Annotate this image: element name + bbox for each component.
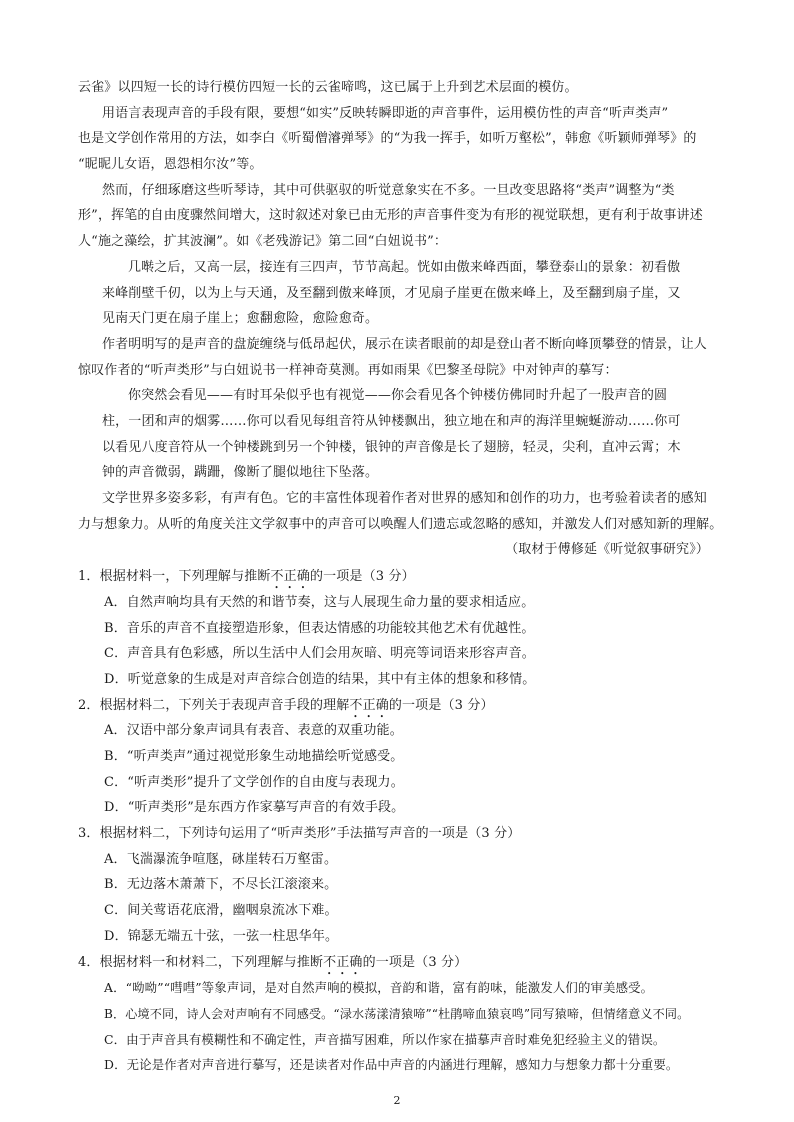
option-d[interactable]: D．“听声类形”是东西方作家摹写声音的有效手段。 [104, 800, 405, 815]
option-d[interactable]: D．锦瑟无端五十弦，一弦一柱思华年。 [104, 929, 339, 944]
option-a[interactable]: A．“呦呦”“嘒嘒”等象声词，是对自然声响的模拟，音韵和谐，富有韵味，能激发人们的审美感受。 [104, 980, 654, 995]
page-number: 2 [393, 1094, 401, 1107]
question-stem: 3．根据材料二，下列诗句运用了“听声类形”手法描写声音的一项是（3 分） [78, 826, 521, 841]
option-c[interactable]: C．由于声音具有模糊性和不确定性，声音描写困难，所以作家在描摹声音时难免犯经验主义的错误。 [104, 1032, 666, 1047]
option-c[interactable]: C．声音具有色彩感，所以生活中人们会用灰暗、明亮等词语来形容声音。 [104, 646, 535, 661]
passage-line: 用语言表现声音的手段有限，要想“如实”反映转瞬即逝的声音事件，运用模仿性的声音“听声类声” [102, 106, 669, 121]
option-b[interactable]: B．心境不同，诗人会对声响有不同感受。“渌水荡漾清猿啼”“杜鹃啼血猿哀鸣”同写猿啼，但情绪意义不同。 [104, 1007, 690, 1021]
option-c[interactable]: C．间关莺语花底滑，幽咽泉流冰下难。 [104, 903, 338, 918]
option-a[interactable]: A．飞湍瀑流争喧豗，砯崖转石万壑雷。 [104, 852, 338, 867]
option-a[interactable]: A．汉语中部分象声词具有表音、表意的双重功能。 [104, 723, 403, 738]
option-d[interactable]: D．无论是作者对声音进行摹写，还是读者对作品中声音的内涵进行理解，感知力与想象力都十分重要。 [104, 1057, 679, 1072]
option-c[interactable]: C．“听声类形”提升了文学创作的自由度与表现力。 [104, 775, 404, 790]
option-b[interactable]: B．“听声类声”通过视觉形象生动地描绘听觉感受。 [104, 749, 404, 764]
quote-line: 见南天门更在扇子崖上；愈翻愈险，愈险愈奇。 [102, 311, 379, 326]
passage-line: 人“施之藻绘，扩其波澜”。如《老残游记》第二回“白妞说书”： [78, 234, 448, 249]
passage-line: 形”，挥笔的自由度骤然间增大，这时叙述对象已由无形的声音事件变为有形的视觉联想，更有利于故事讲述 [78, 208, 703, 223]
passage-line: 力与想象力。从听的角度关注文学叙事中的声音可以唤醒人们遗忘或忽略的感知，并激发人们对感知新的理解。 [78, 517, 723, 532]
passage-line: 云雀》以四短一长的诗行模仿四短一长的云雀啼鸣，这已属于上升到艺术层面的模仿。 [78, 80, 578, 95]
quote-line: 钟的声音微弱，蹒跚，像断了腿似地往下坠落。 [102, 465, 379, 480]
quote-line: 柱，一团和声的烟雾……你可以看见每组音符从钟楼飘出，独立地在和声的海洋里蜿蜒游动……你可 [102, 414, 681, 429]
quote-line: 以看见八度音符从一个钟楼跳到另一个钟楼，银钟的声音像是长了翅膀，轻灵，尖利，直冲云霄；木 [102, 440, 681, 455]
passage-line: 然而，仔细琢磨这些听琴诗，其中可供驱驭的听觉意象实在不多。一旦改变思路将“类声”调整为“类 [102, 183, 675, 198]
passage-line: 惊叹作者的“听声类形”与白妞说书一样神奇莫测。再如雨果《巴黎圣母院》中对钟声的摹写： [78, 363, 618, 378]
question-stem: 1．根据材料一，下列理解与推断不正确的一项是（3 分） [78, 569, 415, 584]
passage-line: “昵昵儿女语，恩怨相尔汝”等。 [78, 157, 263, 172]
question-stem: 2．根据材料二，下列关于表现声音手段的理解不正确的一项是（3 分） [78, 698, 494, 713]
passage-line: 文学世界多姿多彩，有声有色。它的丰富性体现着作者对世界的感知和创作的功力，也考验着读者的感知 [102, 491, 707, 506]
source-citation: （取材于傅修延《听觉叙事研究》） [505, 542, 709, 557]
option-a[interactable]: A．自然声响均具有天然的和谐节奏，这与人展现生命力量的要求相适应。 [104, 595, 535, 610]
option-b[interactable]: B．无边落木萧萧下，不尽长江滚滚来。 [104, 877, 338, 892]
quote-line: 来峰削壁千仞，以为上与天通，及至翻到傲来峰顶，才见扇子崖更在傲来峰上，及至翻到扇子崖，又 [102, 286, 681, 301]
quote-line: 几啭之后，又高一层，接连有三四声，节节高起。恍如由傲来峰西面，攀登泰山的景象：初看傲 [128, 260, 681, 275]
option-b[interactable]: B．音乐的声音不直接塑造形象，但表达情感的功能较其他艺术有优越性。 [104, 621, 535, 636]
quote-line: 你突然会看见——有时耳朵似乎也有视觉——你会看见各个钟楼仿佛同时升起了一股声音的圆 [128, 388, 668, 403]
option-d[interactable]: D．听觉意象的生成是对声音综合创造的结果，其中有主体的想象和移情。 [104, 672, 536, 687]
passage-line: 也是文学创作常用的方法，如李白《听蜀僧濬弹琴》的“为我一挥手，如听万壑松”，韩愈《听颖师弹琴》的 [78, 131, 697, 146]
passage-line: 作者明明写的是声音的盘旋缠绕与低昂起伏，展示在读者眼前的却是登山者不断向峰顶攀登的情景，让人 [102, 337, 707, 352]
question-stem: 4．根据材料一和材料二，下列理解与推断不正确的一项是（3 分） [78, 955, 468, 970]
